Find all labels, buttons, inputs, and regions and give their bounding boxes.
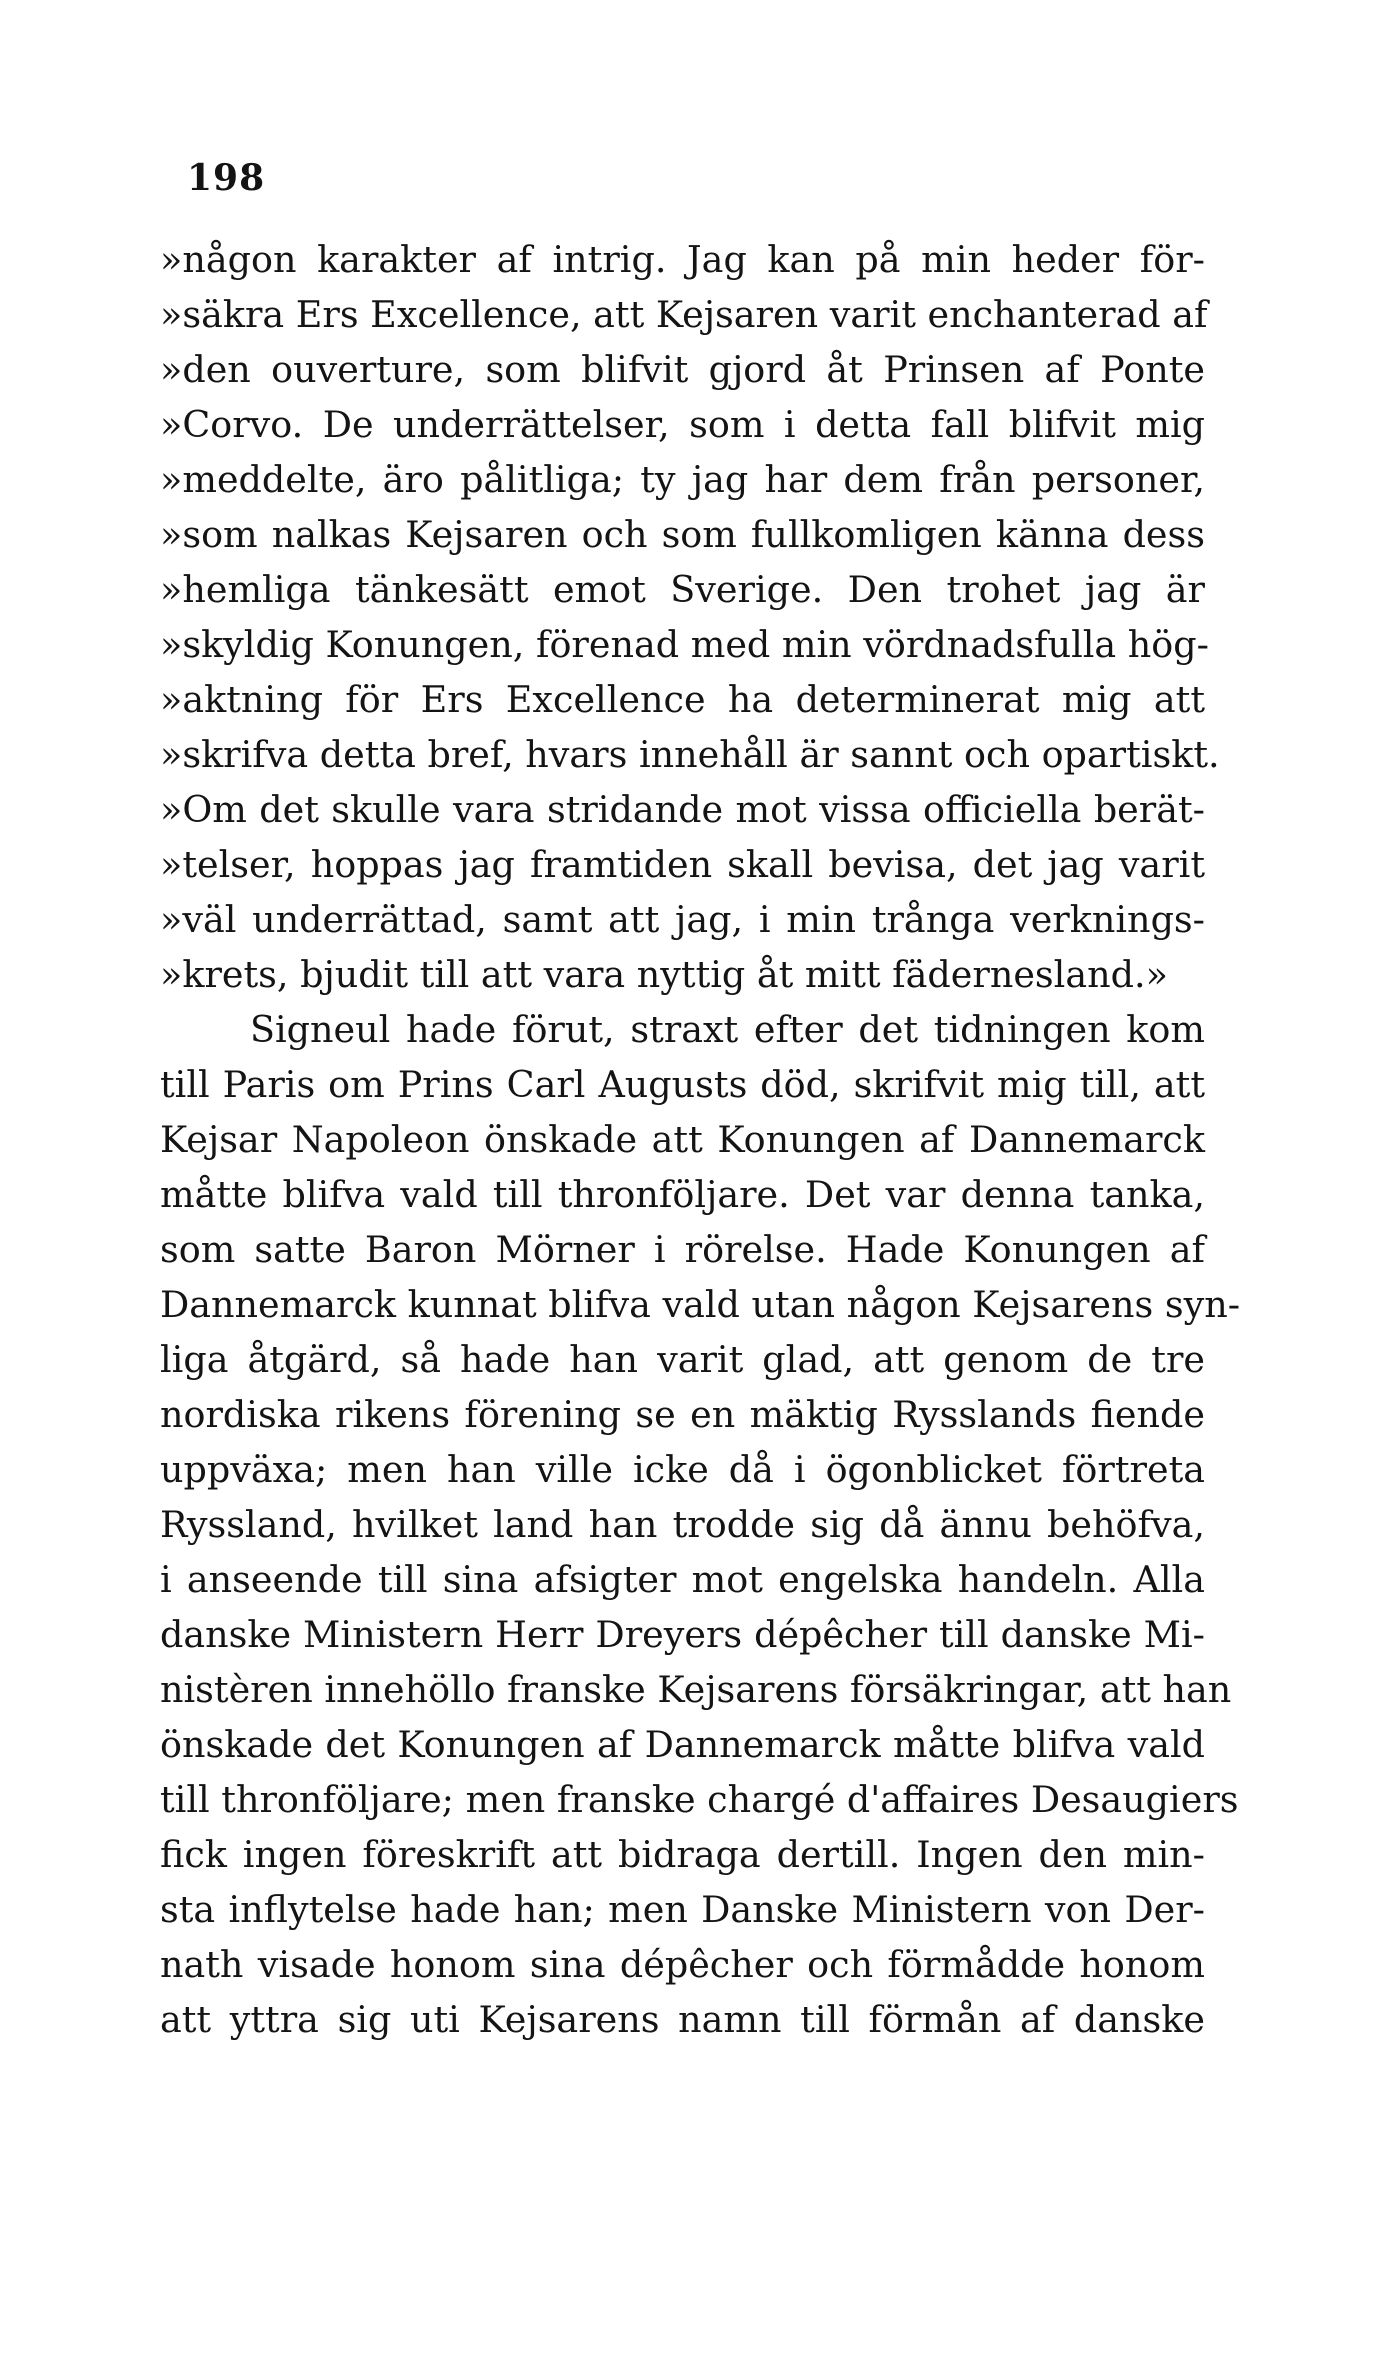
- text-line: till Paris om Prins Carl Augusts död, skrifvit mig till, att: [160, 1063, 1205, 1106]
- text-line: »Corvo. De underrättelser, som i detta fall blifvit mig: [160, 403, 1205, 446]
- text-line-paragraph-end: »krets, bjudit till att vara nyttig åt mitt fädernesland.»: [160, 953, 1168, 996]
- text-line: som satte Baron Mörner i rörelse. Hade Konungen af: [160, 1228, 1205, 1271]
- text-line: nath visade honom sina dépêcher och förmådde honom: [160, 1943, 1205, 1986]
- text-line: sta inflytelse hade han; men Danske Ministern von Der-: [160, 1888, 1205, 1931]
- text-line: Ryssland, hvilket land han trodde sig då ännu behöfva,: [160, 1503, 1205, 1546]
- text-line: »skrifva detta bref, hvars innehåll är sannt och opartiskt.: [160, 733, 1220, 776]
- text-line: »telser, hoppas jag framtiden skall bevisa, det jag varit: [160, 843, 1205, 886]
- page-number: 198: [187, 157, 266, 199]
- text-line: »aktning för Ers Excellence ha determinerat mig att: [160, 678, 1205, 721]
- text-line: »väl underrättad, samt att jag, i min trånga verknings-: [160, 898, 1205, 941]
- text-line: nistèren innehöllo franske Kejsarens försäkringar, att han: [160, 1668, 1232, 1711]
- body-text: [160, 232, 1241, 2047]
- text-line: »någon karakter af intrig. Jag kan på min heder för-: [160, 238, 1205, 281]
- text-line: »den ouverture, som blifvit gjord åt Prinsen af Ponte: [160, 348, 1205, 391]
- text-line: nordiska rikens förening se en mäktig Rysslands fiende: [160, 1393, 1205, 1436]
- text-line: i anseende till sina afsigter mot engelska handeln. Alla: [160, 1558, 1205, 1601]
- text-line: Dannemarck kunnat blifva vald utan någon Kejsarens syn-: [160, 1283, 1241, 1326]
- text-line: »säkra Ers Excellence, att Kejsaren varit enchanterad af: [160, 293, 1208, 336]
- text-line: danske Ministern Herr Dreyers dépêcher till danske Mi-: [160, 1613, 1205, 1656]
- text-line: fick ingen föreskrift att bidraga dertill. Ingen den min-: [160, 1833, 1205, 1876]
- text-line: »som nalkas Kejsaren och som fullkomligen känna dess: [160, 513, 1205, 556]
- text-line-paragraph-start: Signeul hade förut, straxt efter det tidningen kom: [250, 1008, 1205, 1051]
- text-line: »hemliga tänkesätt emot Sverige. Den trohet jag är: [160, 568, 1205, 611]
- text-line: att yttra sig uti Kejsarens namn till förmån af danske: [160, 1998, 1205, 2041]
- text-line: »meddelte, äro pålitliga; ty jag har dem från personer,: [160, 458, 1205, 501]
- text-line: Kejsar Napoleon önskade att Konungen af Dannemarck: [160, 1118, 1205, 1161]
- text-line: »Om det skulle vara stridande mot vissa officiella berät-: [160, 788, 1205, 831]
- text-line: uppväxa; men han ville icke då i ögonblicket förtreta: [160, 1448, 1205, 1491]
- text-line: till thronföljare; men franske chargé d'affaires Desaugiers: [160, 1778, 1239, 1821]
- text-line: liga åtgärd, så hade han varit glad, att genom de tre: [160, 1338, 1205, 1381]
- text-line: måtte blifva vald till thronföljare. Det var denna tanka,: [160, 1173, 1205, 1216]
- text-line: »skyldig Konungen, förenad med min vördnadsfulla hög-: [160, 623, 1209, 666]
- text-line: önskade det Konungen af Dannemarck måtte blifva vald: [160, 1723, 1205, 1766]
